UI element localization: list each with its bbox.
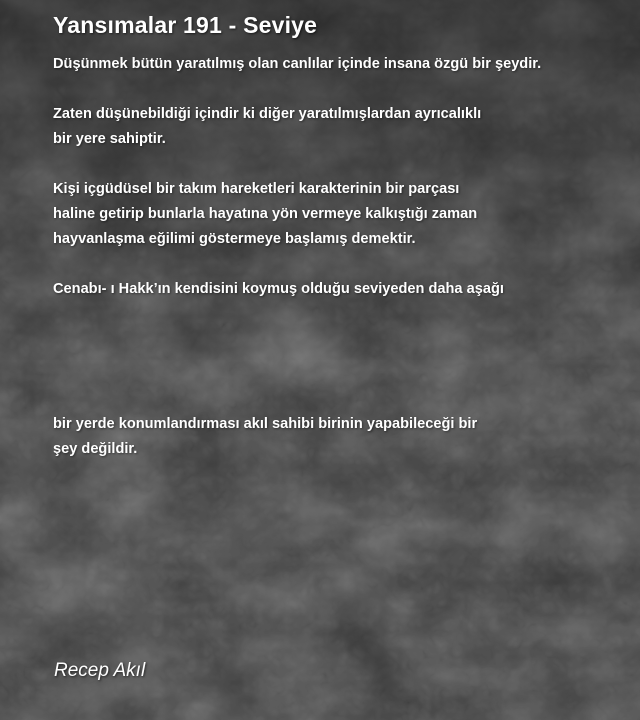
poem-stanza: [53, 177, 541, 252]
poem-stanza: [53, 277, 541, 302]
poem-stanza: [53, 102, 541, 152]
poem-text-part1: [53, 52, 541, 302]
page-title: Yansımalar 191 - Seviye: [53, 12, 318, 38]
poem-line: bir yere sahiptir.: [53, 131, 166, 147]
poem-line: Kişi içgüdüsel bir takım hareketleri karakterinin bir parçası: [53, 181, 460, 197]
poem-stanza: [53, 412, 477, 462]
poem-line: Düşünmek bütün yaratılmış olan canlılar içinde insana özgü bir şeydir.: [53, 56, 542, 72]
poem-line: Cenabı- ı Hakk’ın kendisini koymuş olduğu seviyeden daha aşağı: [53, 281, 504, 297]
poem-line: bir yerde konumlandırması akıl sahibi birinin yapabileceği bir: [53, 416, 478, 432]
poem-text-part2: [53, 412, 477, 462]
poem-line: haline getirip bunlarla hayatına yön vermeye kalkıştığı zaman: [53, 206, 478, 222]
poem-line: şey değildir.: [53, 441, 138, 457]
poem-stanza: [53, 52, 541, 77]
author-name: Recep Akıl: [54, 660, 146, 681]
poem-line: hayvanlaşma eğilimi göstermeye başlamış demektir.: [53, 231, 416, 247]
poem-line: Zaten düşünebildiği içindir ki diğer yaratılmışlardan ayrıcalıklı: [53, 106, 482, 122]
